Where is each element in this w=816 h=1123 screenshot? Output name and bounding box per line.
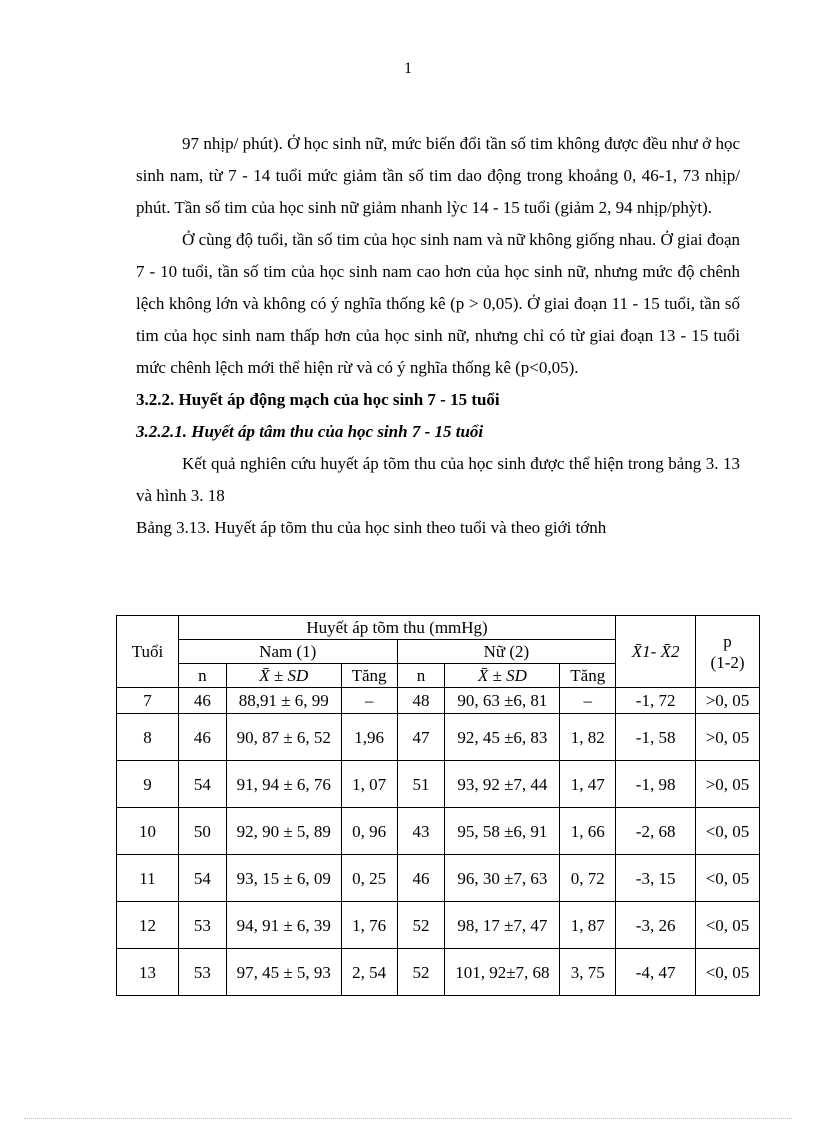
cell-female-n: 52 [397,949,445,996]
cell-female-increase: 0, 72 [560,855,616,902]
cell-p-value: <0, 05 [696,855,760,902]
page-number: 1 [404,60,412,77]
cell-female-mean-sd: 92, 45 ±6, 83 [445,714,560,761]
cell-female-mean-sd: 96, 30 ±7, 63 [445,855,560,902]
cell-male-increase: 1,96 [341,714,397,761]
cell-male-mean-sd: 94, 91 ± 6, 39 [226,902,341,949]
cell-female-n: 51 [397,761,445,808]
cell-p-value: <0, 05 [696,808,760,855]
cell-mean-difference: -4, 47 [616,949,696,996]
header-male-increase: Tăng [341,664,397,688]
header-p-label: p [723,631,732,651]
cell-p-value: <0, 05 [696,902,760,949]
cell-male-increase: 1, 76 [341,902,397,949]
cell-male-increase: 0, 25 [341,855,397,902]
cell-female-increase: 3, 75 [560,949,616,996]
cell-female-mean-sd: 93, 92 ±7, 44 [445,761,560,808]
cell-female-mean-sd: 101, 92±7, 68 [445,949,560,996]
cell-female-increase: 1, 47 [560,761,616,808]
header-systolic-group: Huyết áp tõm thu (mmHg) [178,616,615,640]
cell-male-mean-sd: 97, 45 ± 5, 93 [226,949,341,996]
cell-male-n: 54 [178,855,226,902]
cell-male-n: 53 [178,949,226,996]
table-row [117,855,760,902]
cell-mean-difference: -1, 58 [616,714,696,761]
cell-age: 11 [117,855,179,902]
table-row [117,688,760,714]
header-p-sublabel: (1-2) [710,652,745,672]
cell-male-n: 46 [178,714,226,761]
table-row [117,808,760,855]
cell-female-mean-sd: 95, 58 ±6, 91 [445,808,560,855]
heading-section-3-2-2: 3.2.2. Huyết áp động mạch của học sinh 7 - 15 tuổi [136,390,500,409]
header-female: Nữ (2) [397,640,616,664]
paragraph-systolic-intro: Kết quả nghiên cứu huyết áp tõm thu của học sinh được thể hiện trong bảng 3. 13 và hình 3. 18 [136,454,740,505]
cell-p-value: >0, 05 [696,688,760,714]
cell-male-mean-sd: 91, 94 ± 6, 76 [226,761,341,808]
header-female-n: n [397,664,445,688]
header-male: Nam (1) [178,640,397,664]
cell-age: 10 [117,808,179,855]
cell-female-n: 48 [397,688,445,714]
cell-p-value: <0, 05 [696,949,760,996]
cell-male-n: 46 [178,688,226,714]
header-age: Tuổi [117,616,179,688]
table-row [117,761,760,808]
cell-female-n: 47 [397,714,445,761]
cell-age: 12 [117,902,179,949]
header-male-mean-sd: X̄ ± SD [226,664,341,688]
cell-age: 7 [117,688,179,714]
table-caption: Bảng 3.13. Huyết áp tõm thu của học sinh theo tuổi và theo giới tớnh [136,518,607,537]
header-female-increase: Tăng [560,664,616,688]
cell-male-mean-sd: 93, 15 ± 6, 09 [226,855,341,902]
header-female-mean-sd: X̄ ± SD [445,664,560,688]
cell-age: 13 [117,949,179,996]
cell-female-increase: – [560,688,616,714]
cell-age: 8 [117,714,179,761]
cell-female-mean-sd: 90, 63 ±6, 81 [445,688,560,714]
cell-male-mean-sd: 90, 87 ± 6, 52 [226,714,341,761]
cell-female-increase: 1, 87 [560,902,616,949]
paragraph-heart-rate-comparison: Ở cùng độ tuổi, tần số tim của học sinh nam và nữ không giống nhau. Ở giai đoạn 7 - 10 tuổi, tần số tim của học sinh nam cao hơn của học sinh nữ, nhưng mức độ chênh lệch không lớn và không có ý nghĩa thống kê (p > 0,05). Ở giai đoạn 11 - 15 tuổi, tần số tim của học sinh nam thấp hơn của học sinh nữ, nhưng chỉ có từ giai đoạn 13 - 15 tuổi mức chênh lệch mới thể hiện rừ và có ý nghĩa thống kê (p<0,05). [136,230,740,377]
header-p-value [696,616,760,688]
cell-male-increase: 0, 96 [341,808,397,855]
header-male-n: n [178,664,226,688]
cell-male-increase: 2, 54 [341,949,397,996]
cell-male-n: 50 [178,808,226,855]
cell-male-n: 53 [178,902,226,949]
table-row [117,949,760,996]
cell-p-value: >0, 05 [696,714,760,761]
cell-female-increase: 1, 66 [560,808,616,855]
cell-mean-difference: -3, 26 [616,902,696,949]
table-row [117,902,760,949]
cell-male-increase: 1, 07 [341,761,397,808]
cell-female-n: 46 [397,855,445,902]
cell-mean-difference: -3, 15 [616,855,696,902]
cell-age: 9 [117,761,179,808]
table-row [117,714,760,761]
cell-female-mean-sd: 98, 17 ±7, 47 [445,902,560,949]
header-mean-difference: X̄1- X̄2 [616,616,696,688]
cell-mean-difference: -2, 68 [616,808,696,855]
cell-male-mean-sd: 88,91 ± 6, 99 [226,688,341,714]
heading-section-3-2-2-1: 3.2.2.1. Huyết áp tâm thu của học sinh 7 - 15 tuổi [136,422,484,441]
page-bottom-divider [24,1118,792,1119]
cell-male-increase: – [341,688,397,714]
cell-mean-difference: -1, 72 [616,688,696,714]
cell-female-increase: 1, 82 [560,714,616,761]
cell-male-n: 54 [178,761,226,808]
cell-female-n: 52 [397,902,445,949]
cell-male-mean-sd: 92, 90 ± 5, 89 [226,808,341,855]
document-body [136,128,740,544]
cell-female-n: 43 [397,808,445,855]
cell-p-value: >0, 05 [696,761,760,808]
systolic-pressure-table [116,615,760,996]
cell-mean-difference: -1, 98 [616,761,696,808]
paragraph-heart-rate-female: 97 nhịp/ phút). Ở học sinh nữ, mức biến đổi tần số tim không được đều như ở học sinh nam, từ 7 - 14 tuổi mức giảm tần số tim dao động trong khoảng 0, 46-1, 73 nhịp/ phút. Tần số tim của học sinh nữ giảm nhanh lỳc 14 - 15 tuổi (giảm 2, 94 nhịp/phỳt). [136,134,740,217]
